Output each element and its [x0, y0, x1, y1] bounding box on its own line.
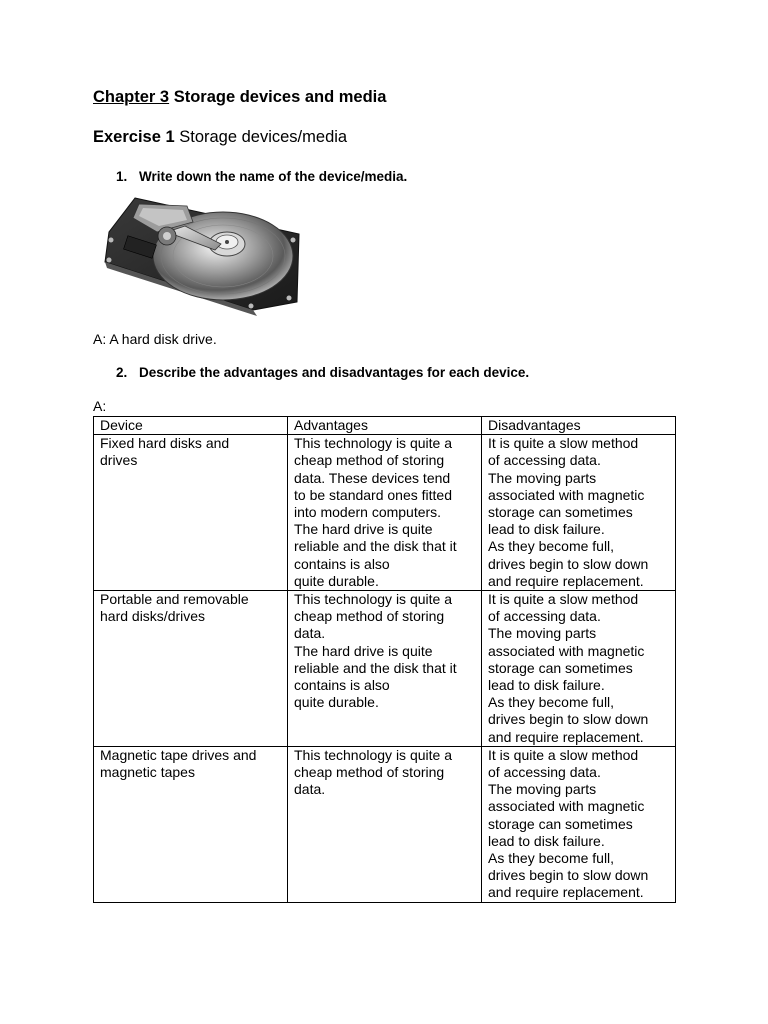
cell-line: and require replacement. — [488, 572, 644, 589]
question-1-text: Write down the name of the device/media. — [139, 169, 408, 184]
disadvantages-cell — [482, 435, 676, 591]
table-row — [94, 435, 676, 591]
cell-line: It is quite a slow method — [488, 591, 639, 608]
chapter-label: Chapter 3 — [93, 88, 170, 106]
cell-line: As they become full, — [488, 694, 615, 711]
cell-line: contains is also — [294, 555, 390, 572]
cell-line: reliable and the disk that it — [294, 538, 457, 555]
cell-line: quite durable. — [294, 572, 379, 589]
cell-line: As they become full, — [488, 538, 615, 555]
cell-line: This technology is quite a — [294, 435, 452, 452]
storage-devices-table — [93, 416, 676, 903]
device-cell — [94, 435, 288, 591]
cell-line: associated with magnetic — [488, 642, 645, 659]
cell-line: storage can sometimes — [488, 504, 633, 521]
table-row — [94, 746, 676, 902]
cell-line: to be standard ones fitted — [294, 486, 452, 503]
cell-line: Fixed hard disks and — [100, 435, 230, 452]
exercise-heading — [93, 128, 347, 147]
answer-2-label: A: — [93, 398, 107, 414]
disadvantages-cell — [482, 746, 676, 902]
chapter-title: Storage devices and media — [169, 88, 387, 106]
header-advantages: Advantages — [288, 417, 482, 435]
cell-line: This technology is quite a — [294, 591, 452, 608]
question-2 — [116, 365, 529, 380]
cell-line: data. — [294, 781, 326, 798]
cell-line: cheap method of storing — [294, 608, 445, 625]
chapter-heading — [93, 88, 386, 107]
cell-line: drives — [100, 452, 138, 469]
exercise-title: Storage devices/media — [174, 128, 348, 146]
answer-1: A: A hard disk drive. — [93, 331, 217, 347]
cell-line: As they become full, — [488, 850, 615, 867]
cell-line: Magnetic tape drives and — [100, 746, 257, 763]
question-2-number: 2. — [116, 365, 128, 380]
cell-line: storage can sometimes — [488, 815, 633, 832]
disadvantages-cell — [482, 591, 676, 747]
cell-line: This technology is quite a — [294, 746, 452, 763]
cell-line: associated with magnetic — [488, 798, 645, 815]
cell-line: drives begin to slow down — [488, 711, 649, 728]
cell-line: drives begin to slow down — [488, 867, 649, 884]
question-1-number: 1. — [116, 169, 128, 184]
cell-line: hard disks/drives — [100, 608, 206, 625]
header-disadvantages: Disadvantages — [482, 417, 676, 435]
cell-line: cheap method of storing — [294, 452, 445, 469]
cell-line: Portable and removable — [100, 591, 249, 608]
cell-line: contains is also — [294, 677, 390, 694]
table-header-row — [94, 417, 676, 435]
cell-line: associated with magnetic — [488, 486, 645, 503]
cell-line: into modern computers. — [294, 504, 442, 521]
cell-line: storage can sometimes — [488, 659, 633, 676]
cell-line: The moving parts — [488, 781, 597, 798]
advantages-cell — [288, 591, 482, 747]
cell-line: and require replacement. — [488, 884, 644, 901]
cell-line: data. These devices tend — [294, 469, 451, 486]
cell-line: The moving parts — [488, 625, 597, 642]
cell-line: cheap method of storing — [294, 764, 445, 781]
cell-line: of accessing data. — [488, 608, 601, 625]
exercise-label: Exercise 1 — [93, 128, 175, 146]
cell-line: lead to disk failure. — [488, 832, 605, 849]
header-device: Device — [94, 417, 288, 435]
table-row — [94, 591, 676, 747]
cell-line: and require replacement. — [488, 728, 644, 745]
cell-line: data. — [294, 625, 326, 642]
cell-line: of accessing data. — [488, 452, 601, 469]
cell-line: It is quite a slow method — [488, 746, 639, 763]
cell-line: magnetic tapes — [100, 764, 195, 781]
hard-disk-drive-image — [97, 192, 309, 324]
device-cell — [94, 591, 288, 747]
cell-line: of accessing data. — [488, 764, 601, 781]
device-cell — [94, 746, 288, 902]
cell-line: quite durable. — [294, 694, 379, 711]
question-2-text: Describe the advantages and disadvantages for each device. — [139, 365, 530, 380]
cell-line: The hard drive is quite — [294, 642, 433, 659]
cell-line: It is quite a slow method — [488, 435, 639, 452]
cell-line: drives begin to slow down — [488, 555, 649, 572]
advantages-cell — [288, 746, 482, 902]
cell-line: lead to disk failure. — [488, 677, 605, 694]
question-1 — [116, 169, 407, 184]
advantages-cell — [288, 435, 482, 591]
cell-line: The moving parts — [488, 469, 597, 486]
cell-line: The hard drive is quite — [294, 521, 433, 538]
cell-line: reliable and the disk that it — [294, 659, 457, 676]
cell-line: lead to disk failure. — [488, 521, 605, 538]
